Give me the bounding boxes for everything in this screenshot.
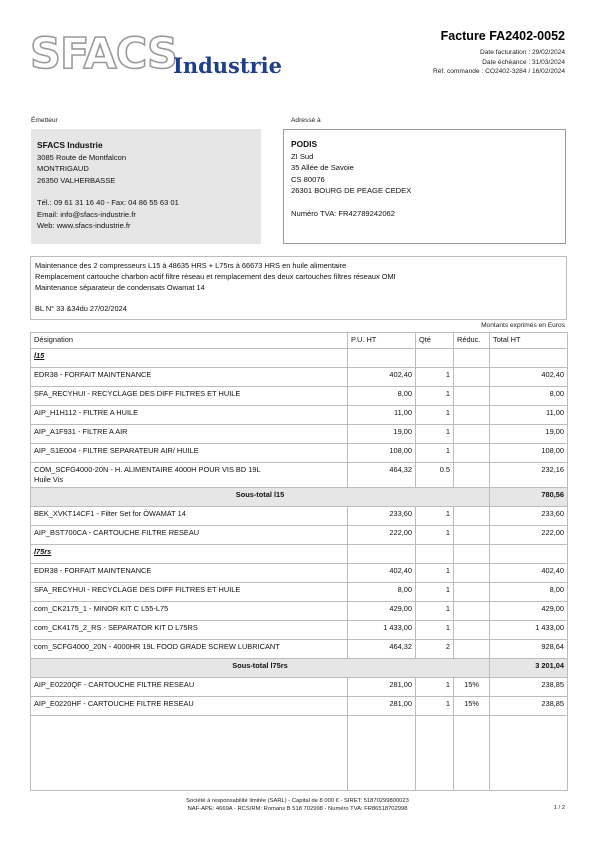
subtotal-label: Sous-total l15 xyxy=(31,488,490,507)
addressee-address-line: 26301 BOURG DE PEAGE CEDEX xyxy=(291,186,412,195)
addressee-label: Adressé à xyxy=(291,117,321,124)
table-row xyxy=(31,583,568,602)
delivery-note-ref: BL N° 33 &34du 27/02/2024 xyxy=(35,304,127,314)
subtotal-value: 780,56 xyxy=(490,488,568,507)
table-row xyxy=(31,602,568,621)
col-header-unit-price: P.U. HT xyxy=(348,333,416,349)
subtotal-row-l15 xyxy=(31,488,568,507)
cell-total: 928,64 xyxy=(490,640,568,659)
cell-unit-price: 233,60 xyxy=(348,507,416,526)
cell-quantity: 1 xyxy=(416,507,454,526)
logo-sfacs-text: SFACS xyxy=(30,29,178,79)
cell-discount xyxy=(454,621,490,640)
cell-total: 238,85 xyxy=(490,678,568,697)
cell-quantity: 1 xyxy=(416,678,454,697)
cell-quantity: 1 xyxy=(416,564,454,583)
cell-total: 11,00 xyxy=(490,406,568,425)
cell-discount xyxy=(454,444,490,463)
table-row xyxy=(31,564,568,583)
section-row-l15 xyxy=(31,349,568,368)
cell-quantity: 1 xyxy=(416,368,454,387)
cell-quantity: 1 xyxy=(416,444,454,463)
cell-discount xyxy=(454,425,490,444)
cell-unit-price: 108,00 xyxy=(348,444,416,463)
invoice-title: Facture FA2402-0052 xyxy=(440,29,565,43)
cell-total: 233,60 xyxy=(490,507,568,526)
footer-line: NAF-APE: 4669A - RCS/RM: Romans B 518 702998 - Numéro TVA: FR86518702998 xyxy=(187,806,408,812)
cell-quantity: 1 xyxy=(416,583,454,602)
cell-quantity: 1 xyxy=(416,387,454,406)
cell-quantity: 1 xyxy=(416,697,454,716)
addressee-vat: Numéro TVA: FR42789242062 xyxy=(291,208,395,218)
col-header-discount: Réduc. xyxy=(454,333,490,349)
cell-designation: com_CK4175_2_RS - SEPARATOR KIT D L75RS xyxy=(31,621,348,640)
table-row xyxy=(31,697,568,716)
cell-unit-price: 464,32 xyxy=(348,640,416,659)
emitter-address-line: 3085 Route de Montfalcon xyxy=(37,152,127,162)
table-header-row xyxy=(31,333,568,349)
table-row xyxy=(31,507,568,526)
section-row-l75rs xyxy=(31,545,568,564)
description-line: Maintenance séparateur de condensats Owamat 14 xyxy=(35,282,205,292)
cell-unit-price: 19,00 xyxy=(348,425,416,444)
cell-designation: com_SCFG4000_20N - 4000HR 19L FOOD GRADE SCREW LUBRICANT xyxy=(31,640,348,659)
cell-designation: SFA_RECYHUI - RECYCLAGE DES DIFF FILTRES ET HUILE xyxy=(31,387,348,406)
cell-total: 8,00 xyxy=(490,583,568,602)
cell-total: 402,40 xyxy=(490,564,568,583)
cell-discount xyxy=(454,602,490,621)
cell-unit-price: 1 433,00 xyxy=(348,621,416,640)
table-row xyxy=(31,368,568,387)
table-row xyxy=(31,621,568,640)
cell-quantity: 0.5 xyxy=(416,463,454,488)
cell-designation: EDR38 - FORFAIT MAINTENANCE xyxy=(31,368,348,387)
designation-note: Huile Vis xyxy=(34,475,64,484)
cell-unit-price: 402,40 xyxy=(348,564,416,583)
table-row xyxy=(31,387,568,406)
cell-designation: com_CK2175_1 - MINOR KIT C L55-L75 xyxy=(31,602,348,621)
cell-discount xyxy=(454,564,490,583)
cell-discount xyxy=(454,368,490,387)
col-header-quantity: Qté xyxy=(416,333,454,349)
cell-unit-price: 11,00 xyxy=(348,406,416,425)
cell-unit-price: 281,00 xyxy=(348,678,416,697)
invoice-description xyxy=(30,256,567,320)
table-row xyxy=(31,640,568,659)
addressee-address-line: CS 80076 xyxy=(291,174,325,184)
col-header-total: Total HT xyxy=(490,333,568,349)
logo-industrie-text: Industrie xyxy=(173,53,282,78)
cell-quantity: 1 xyxy=(416,526,454,545)
cell-designation: EDR38 - FORFAIT MAINTENANCE xyxy=(31,564,348,583)
cell-unit-price: 8,00 xyxy=(348,387,416,406)
cell-total: 19,00 xyxy=(490,425,568,444)
cell-total: 8,00 xyxy=(490,387,568,406)
section-title: l75rs xyxy=(31,545,348,564)
cell-designation: AIP_BST700CA - CARTOUCHE FILTRE RESEAU xyxy=(31,526,348,545)
cell-unit-price: 464,32 xyxy=(348,463,416,488)
table-row xyxy=(31,406,568,425)
cell-total: 108,00 xyxy=(490,444,568,463)
cell-discount: 15% xyxy=(454,697,490,716)
addressee-box xyxy=(283,129,566,244)
cell-discount xyxy=(454,583,490,602)
cell-quantity: 1 xyxy=(416,602,454,621)
cell-discount xyxy=(454,463,490,488)
cell-unit-price: 402,40 xyxy=(348,368,416,387)
cell-discount xyxy=(454,406,490,425)
emitter-name: SFACS Industrie xyxy=(37,140,103,150)
cell-total: 222,00 xyxy=(490,526,568,545)
cell-total: 429,00 xyxy=(490,602,568,621)
emitter-email: Email: info@sfacs-industrie.fr xyxy=(37,209,136,219)
invoice-meta xyxy=(433,48,565,77)
table-row xyxy=(31,444,568,463)
table-row xyxy=(31,678,568,697)
cell-designation: AIP_S1E004 - FILTRE SEPARATEUR AIR/ HUILE xyxy=(31,444,348,463)
page-number: 1 / 2 xyxy=(553,805,565,811)
cell-discount xyxy=(454,387,490,406)
cell-discount: 15% xyxy=(454,678,490,697)
cell-unit-price: 222,00 xyxy=(348,526,416,545)
cell-quantity: 2 xyxy=(416,640,454,659)
cell-quantity: 1 xyxy=(416,425,454,444)
section-title: l15 xyxy=(31,349,348,368)
table-filler-row xyxy=(31,716,568,791)
addressee-name: PODIS xyxy=(291,139,318,149)
emitter-address-line: 26350 VALHERBASSE xyxy=(37,175,116,185)
cell-designation: AIP_E0220QF - CARTOUCHE FILTRE RESEAU xyxy=(31,678,348,697)
invoice-lines-table xyxy=(30,332,568,791)
cell-discount xyxy=(454,526,490,545)
cell-unit-price: 8,00 xyxy=(348,583,416,602)
cell-unit-price: 281,00 xyxy=(348,697,416,716)
table-row xyxy=(31,526,568,545)
invoice-order-ref: Réf. commande : CO2402-3284 / 16/02/2024 xyxy=(433,68,565,75)
emitter-label: Émetteur xyxy=(31,117,58,124)
cell-total: 238,85 xyxy=(490,697,568,716)
cell-quantity: 1 xyxy=(416,406,454,425)
subtotal-row-l75rs xyxy=(31,659,568,678)
cell-designation: AIP_A1F931 - FILTRE A AIR xyxy=(31,425,348,444)
emitter-phone: Tél.: 09 61 31 16 40 - Fax: 04 86 55 63 01 xyxy=(37,198,179,207)
col-header-designation: Désignation xyxy=(31,333,348,349)
cell-total: 1 433,00 xyxy=(490,621,568,640)
cell-designation: SFA_RECYHUI - RECYCLAGE DES DIFF FILTRES ET HUILE xyxy=(31,583,348,602)
cell-total: 402,40 xyxy=(490,368,568,387)
invoice-date: Date facturation : 29/02/2024 xyxy=(479,49,565,56)
cell-quantity: 1 xyxy=(416,621,454,640)
cell-total: 232,16 xyxy=(490,463,568,488)
emitter-box xyxy=(31,129,261,244)
cell-designation: AIP_E0220HF - CARTOUCHE FILTRE RESEAU xyxy=(31,697,348,716)
description-line: Remplacement cartouche charbon actif filtre réseau et remplacement des deux cartouches filtres réseaux OMI xyxy=(35,271,396,281)
emitter-web: Web: www.sfacs-industrie.fr xyxy=(37,221,131,230)
company-logo xyxy=(30,29,300,83)
currency-note: Montants exprimés en Euros xyxy=(481,322,565,329)
subtotal-label: Sous-total l75rs xyxy=(31,659,490,678)
description-line: Maintenance des 2 compresseurs L15 à 48635 HRS + L75rs à 66673 HRS en huile alimentaire xyxy=(35,261,347,270)
legal-footer xyxy=(0,797,595,813)
cell-designation: AIP_H1H112 - FILTRE A HUILE xyxy=(31,406,348,425)
cell-designation xyxy=(31,463,348,488)
subtotal-value: 3 201,04 xyxy=(490,659,568,678)
cell-designation: BEK_XVKT14CF1 - Filter Set for ÖWAMAT 14 xyxy=(31,507,348,526)
cell-discount xyxy=(454,640,490,659)
emitter-address-line: MONTRIGAUD xyxy=(37,164,89,173)
footer-line: Société à responsabilité limitée (SARL) - Capital de 8 000 € - SIRET: 51870299800023 xyxy=(186,798,409,804)
cell-unit-price: 429,00 xyxy=(348,602,416,621)
table-row xyxy=(31,463,568,488)
cell-discount xyxy=(454,507,490,526)
addressee-address-line: 35 Allée de Savoie xyxy=(291,163,354,172)
table-row xyxy=(31,425,568,444)
addressee-address-line: ZI Sud xyxy=(291,151,314,161)
designation-line: COM_SCFG4000-20N - H. ALIMENTAIRE 4000H POUR VIS BD 19L xyxy=(34,465,261,474)
invoice-due-date: Date échéance : 31/03/2024 xyxy=(482,58,565,66)
